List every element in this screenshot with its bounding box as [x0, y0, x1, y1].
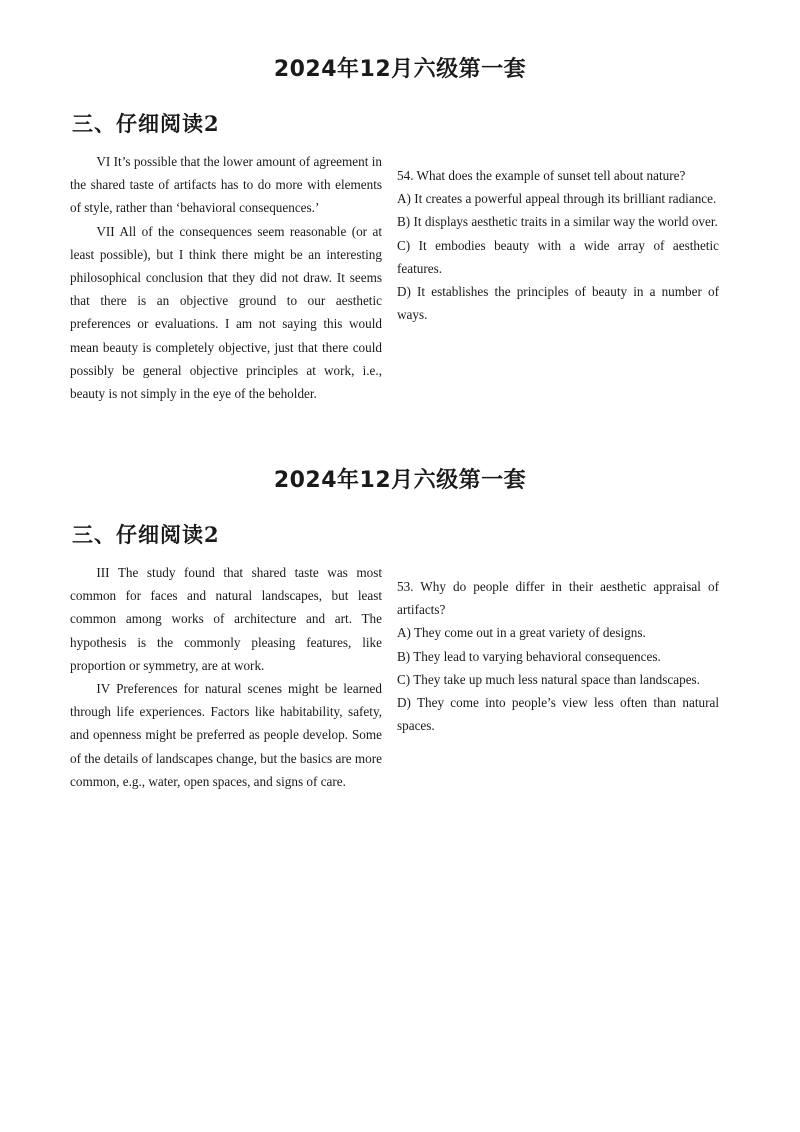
passage-column	[70, 150, 382, 405]
reading-section-1	[0, 50, 800, 402]
passage-paragraph: VII All of the consequences seem reasonable (or at least possible), but I think there might be an interesting philosophical conclusion that they did not draw. It seems that there is an objective ground to our aesthetic preferences or evaluations. I am not saying this would mean beauty is completely objective, just that there could possibly be general objective principles at work, i.e., beauty is not simply in the eye of the beholder.	[70, 223, 382, 402]
passage-paragraph: VI It’s possible that the lower amount of agreement in the shared taste of artifacts has to do more with elements of style, rather than ‘behavioral consequences.’	[70, 154, 382, 216]
answer-option-c: C) It embodies beauty with a wide array of aesthetic features.	[397, 237, 719, 276]
reading-section-2	[0, 461, 800, 789]
page-title: 2024年12月六级第一套	[273, 468, 527, 493]
answer-option-b: B) They lead to varying behavioral consequences.	[397, 648, 661, 664]
question-stem: 54. What does the example of sunset tell about nature?	[397, 168, 686, 183]
passage-paragraph: III The study found that shared taste was most common for faces and natural landscapes, but least common among works of architecture and art. The hypothesis is the commonly pleasing features, like proportion or symmetry, are at work.	[70, 565, 382, 673]
answer-option-b: B) It displays aesthetic traits in a similar way the world over.	[397, 214, 718, 230]
question-stem: 53. Why do people differ in their aesthetic appraisal of artifacts?	[397, 579, 719, 618]
passage-paragraph: IV Preferences for natural scenes might be learned through life experiences. Factors like habitability, safety, and openness might be preferred as people develop. Some of the details of landscapes change, but the basics are more common, e.g., water, open spaces, and signs of care.	[70, 681, 382, 789]
answer-option-d: D) They come into people’s view less often than natural spaces.	[397, 695, 719, 734]
answer-option-a: A) It creates a powerful appeal through its brilliant radiance.	[397, 191, 717, 207]
question-column	[397, 575, 719, 737]
answer-option-d: D) It establishes the principles of beauty in a number of ways.	[397, 284, 719, 323]
question-column	[397, 164, 719, 326]
section-heading: 三、仔细阅读2	[72, 522, 220, 547]
page-title: 2024年12月六级第一套	[273, 57, 527, 82]
answer-option-a: A) They come out in a great variety of designs.	[397, 625, 646, 641]
answer-option-c: C) They take up much less natural space than landscapes.	[397, 671, 700, 687]
passage-column	[70, 561, 382, 793]
section-heading: 三、仔细阅读2	[72, 111, 220, 136]
